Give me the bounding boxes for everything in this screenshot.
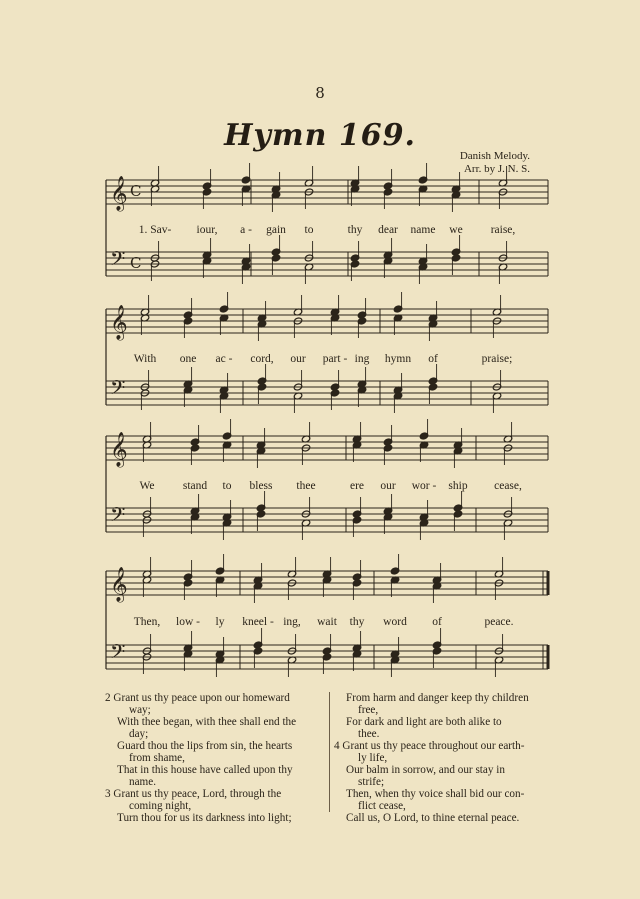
treble-clef-icon: 𝄞 (110, 567, 128, 602)
lyric-syllable: We (139, 480, 155, 492)
lyric-syllable: ship (448, 480, 468, 492)
verse-line: thee. (358, 728, 380, 740)
lyric-syllable: ere (349, 480, 365, 492)
lyric-syllable: stand (182, 480, 208, 492)
lyric-syllable: wor - (411, 480, 437, 492)
verse-line: 3 Grant us thy peace, Lord, through the (105, 788, 282, 800)
lyric-syllable: 1. Sav- (138, 224, 172, 236)
lyric-syllable: praise; (481, 353, 513, 365)
lyric-syllable: of (432, 616, 442, 628)
time-signature-icon: C (130, 182, 142, 200)
verse-line: 4 Grant us thy peace throughout our earth- (334, 740, 525, 752)
treble-clef-icon: 𝄞 (110, 432, 128, 467)
verse-line: With thee began, with thee shall end the (117, 716, 297, 728)
lyric-syllable: Then, (133, 616, 161, 628)
score-layer (106, 163, 548, 677)
lyric-syllable: ac - (215, 353, 233, 365)
lyric-syllable: word (383, 616, 407, 628)
lyric-syllable: bless (249, 480, 273, 492)
lyric-syllable: ing, (283, 616, 301, 628)
lyric-syllable: iour, (196, 224, 218, 236)
verse-line: Then, when thy voice shall bid our con- (346, 788, 525, 800)
verse-line: Our balm in sorrow, and our stay in (346, 764, 505, 776)
verse-line: 2 Grant us thy peace upon our homeward (105, 692, 290, 704)
treble-clef-icon: 𝄞 (110, 176, 128, 211)
bass-clef-icon: 𝄢 (110, 640, 126, 668)
lyric-syllable: thy (349, 616, 365, 628)
arranger-credit: Arr. by J. N. S. (463, 163, 530, 175)
verse-line: Call us, O Lord, to thine eternal peace. (346, 812, 520, 824)
lyric-syllable: name (410, 224, 436, 236)
lyric-syllable: kneel - (242, 616, 274, 628)
verse-line: flict cease, (358, 800, 406, 812)
lyric-syllable: raise, (490, 224, 516, 236)
lyric-syllable: cease, (494, 480, 522, 492)
composer-credit: Danish Melody. (459, 150, 530, 162)
lyric-syllable: With (133, 353, 157, 365)
verse-line: coming night, (129, 800, 192, 812)
lyric-syllable: peace. (484, 616, 514, 628)
bass-clef-icon: 𝄢 (110, 376, 126, 404)
lyric-syllable: to (222, 480, 232, 492)
verse-line: For dark and light are both alike to (346, 716, 502, 728)
verse-line: way; (129, 704, 151, 716)
lyric-syllable: cord, (250, 353, 274, 365)
verse-line: That in this house have called upon thy (117, 764, 293, 776)
lyric-syllable: low - (176, 616, 200, 628)
lyric-syllable: wait (317, 616, 337, 628)
bass-clef-icon: 𝄢 (110, 247, 126, 275)
verse-line: strife; (358, 776, 385, 788)
lyric-syllable: gain (266, 224, 286, 236)
verse-line: Guard thou the lips from sin, the hearts (117, 740, 293, 752)
verse-line: ly life, (358, 752, 388, 764)
treble-clef-icon: 𝄞 (110, 305, 128, 340)
hymn-title: Hymn 169. (224, 118, 416, 153)
verse-line: Turn thou for us its darkness into light; (117, 812, 292, 824)
lyric-syllable: part - (322, 353, 348, 365)
verse-line: free, (358, 704, 379, 716)
lyric-syllable: thy (347, 224, 363, 236)
lyric-syllable: hymn (384, 353, 412, 365)
lyric-syllable: one (179, 353, 197, 365)
lyric-syllable: dear (378, 224, 398, 236)
lyric-syllable: to (304, 224, 314, 236)
verse-line: From harm and danger keep thy children (346, 692, 529, 704)
lyric-syllable: our (290, 353, 306, 365)
verses-right-column (334, 692, 552, 824)
time-signature-icon: C (130, 254, 142, 272)
verses-left-column (105, 692, 325, 824)
lyric-syllable: ing (354, 353, 370, 365)
lyric-syllable: a - (240, 224, 252, 236)
lyric-syllable: of (428, 353, 438, 365)
lyric-syllable: ly (215, 616, 225, 628)
page-number: 8 (315, 84, 325, 102)
column-divider (329, 692, 330, 812)
verse-line: name. (129, 776, 157, 788)
lyric-syllable: thee (296, 480, 316, 492)
verse-line: from shame, (129, 752, 185, 764)
bass-clef-icon: 𝄢 (110, 503, 126, 531)
lyric-syllable: we (449, 224, 463, 236)
lyric-syllable: our (380, 480, 396, 492)
verse-line: day; (129, 728, 149, 740)
